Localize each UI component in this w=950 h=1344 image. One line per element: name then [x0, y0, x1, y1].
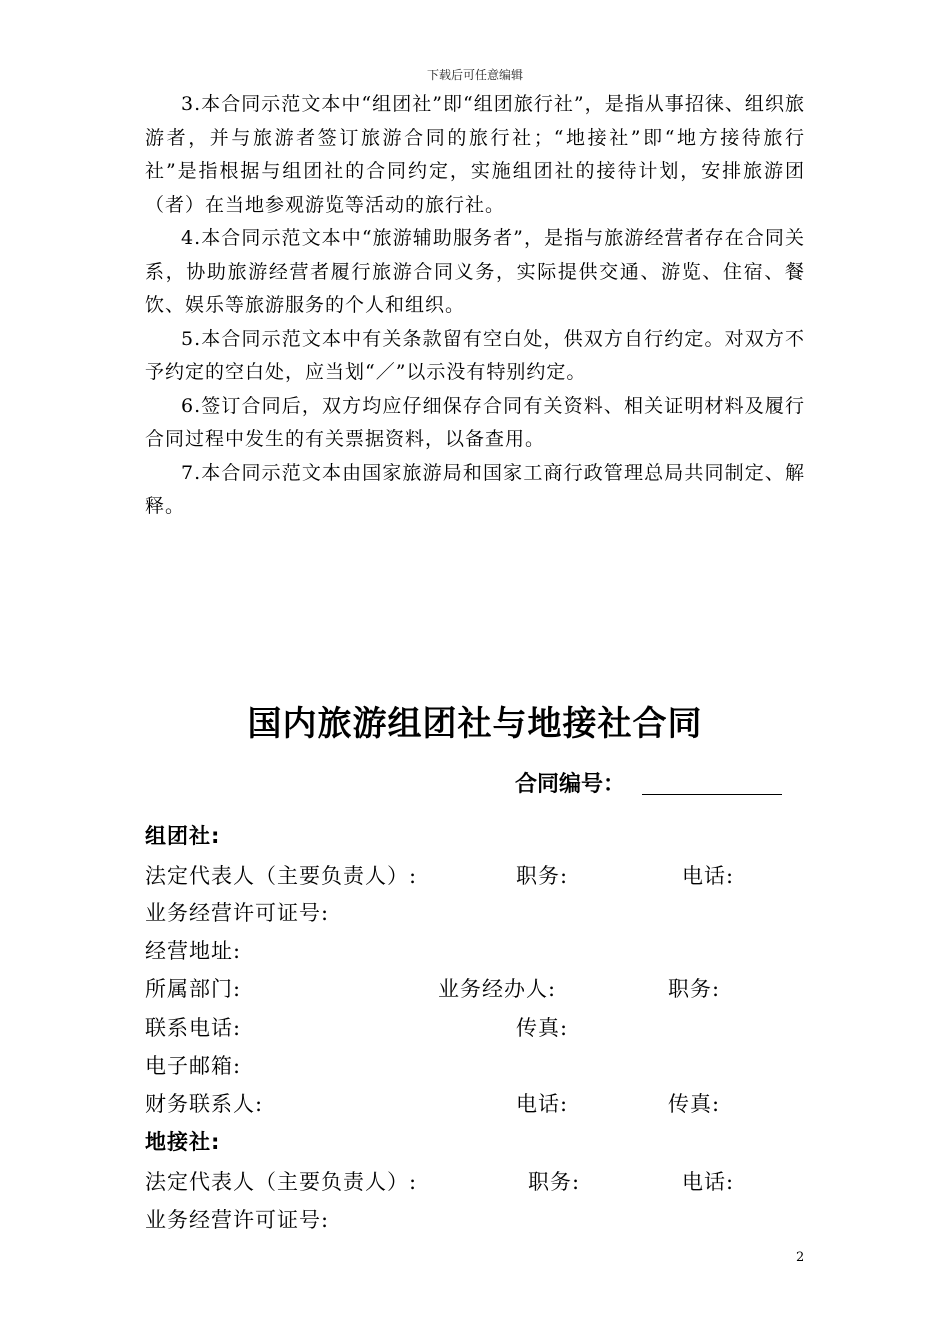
organizer-finance-fax-label: 传真: — [668, 1092, 721, 1116]
contract-number-label: 合同编号： — [515, 772, 626, 797]
organizer-handler-position-label: 职务: — [668, 977, 721, 1001]
local-phone-label: 电话: — [682, 1170, 735, 1194]
local-legal-rep-label: 法定代表人（主要负责人）: — [145, 1170, 418, 1194]
note-paragraph: 4.本合同示范文本中“旅游辅助服务者”，是指与旅游经营者存在合同关系，协助旅游经营者履行旅游合同义务，实际提供交通、游览、住宿、餐饮、娱乐等旅游服务的个人和组织。 — [145, 227, 805, 316]
page-number: 2 — [796, 1250, 805, 1265]
organizer-position-label: 职务: — [516, 864, 569, 888]
notes-section — [145, 88, 805, 524]
note-paragraph: 5.本合同示范文本中有关条款留有空白处，供双方自行约定。对双方不予约定的空白处，应当划“／”以示没有特别约定。 — [145, 327, 805, 383]
organizer-address-label: 经营地址: — [145, 939, 242, 963]
organizer-finance-contact-label: 财务联系人: — [145, 1092, 264, 1116]
local-license-label: 业务经营许可证号: — [145, 1208, 330, 1232]
organizer-phone-label: 电话: — [682, 864, 735, 888]
organizer-finance-phone-label: 电话: — [516, 1092, 569, 1116]
organizer-fax-label: 传真: — [516, 1016, 569, 1040]
organizer-license-label: 业务经营许可证号: — [145, 901, 330, 925]
note-paragraph: 3.本合同示范文本中“组团社”即“组团旅行社”，是指从事招徕、组织旅游者，并与旅游者签订旅游合同的旅行社；“地接社”即“地方接待旅行社”是指根据与组团社的合同约定，实施组团社的接待计划，安排旅游团（者）在当地参观游览等活动的旅行社。 — [145, 93, 805, 216]
local-heading: 地接社: — [145, 1130, 221, 1154]
note-paragraph: 6.签订合同后，双方均应仔细保存合同有关资料、相关证明材料及履行合同过程中发生的有关票据资料，以备查用。 — [145, 394, 805, 450]
organizer-handler-label: 业务经办人: — [438, 977, 557, 1001]
contract-number-blank — [642, 794, 782, 795]
contract-title: 国内旅游组团社与地接社合同 — [247, 704, 703, 744]
organizer-contact-phone-label: 联系电话: — [145, 1016, 242, 1040]
organizer-department-label: 所属部门: — [145, 977, 242, 1001]
page-header: 下载后可任意编辑 — [426, 68, 523, 82]
organizer-email-label: 电子邮箱: — [145, 1054, 242, 1078]
local-position-label: 职务: — [528, 1170, 581, 1194]
organizer-legal-rep-label: 法定代表人（主要负责人）: — [145, 864, 418, 888]
note-paragraph: 7.本合同示范文本由国家旅游局和国家工商行政管理总局共同制定、解释。 — [145, 461, 805, 517]
organizer-heading: 组团社: — [145, 824, 221, 848]
